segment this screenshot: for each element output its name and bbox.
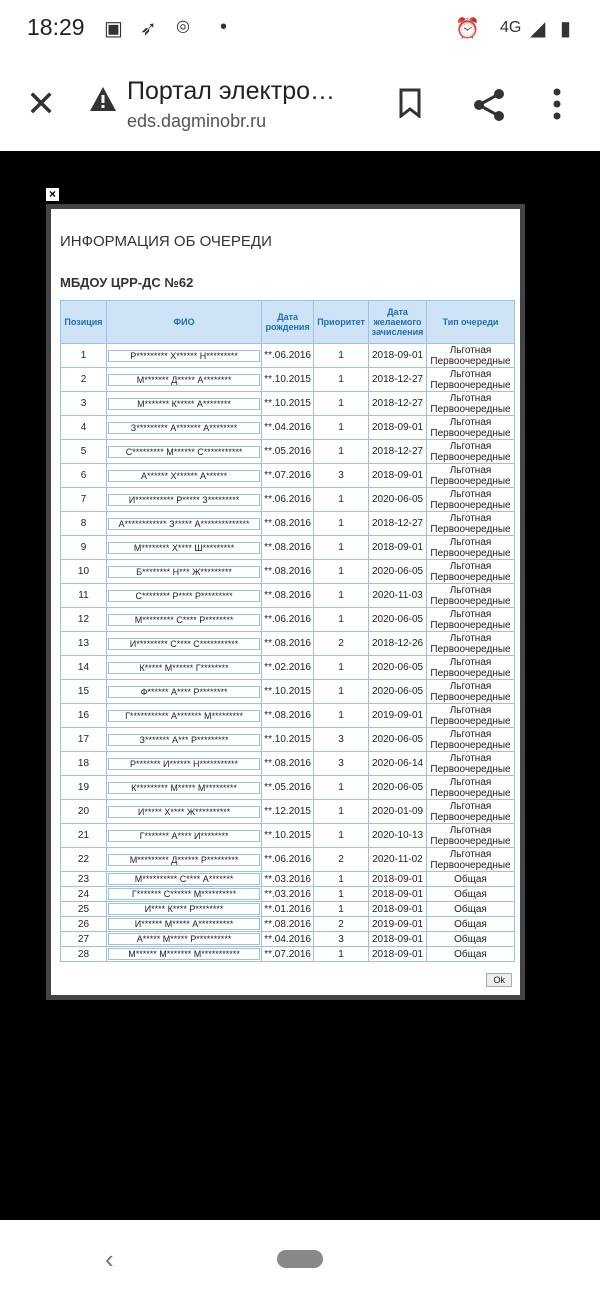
cell-birth: **.03.2016	[262, 887, 314, 902]
cell-birth: **.07.2016	[262, 947, 314, 962]
table-row	[61, 608, 515, 632]
fio-text: А****** Х****** А******	[108, 470, 260, 482]
table-row	[61, 848, 515, 872]
table-row	[61, 947, 515, 962]
cell-queue-type: Льготная Первоочередные	[427, 344, 515, 368]
cell-priority: 1	[314, 392, 369, 416]
fio-text: С******** Р**** Р*********	[108, 590, 260, 602]
image-icon: ▣	[104, 18, 123, 40]
cell-position: 12	[61, 608, 107, 632]
cell-birth: **.08.2016	[262, 560, 314, 584]
cell-position: 21	[61, 824, 107, 848]
cell-queue-type: Общая	[427, 917, 515, 932]
cell-queue-type: Общая	[427, 932, 515, 947]
cell-birth: **.04.2016	[262, 932, 314, 947]
queue-info-dialog	[46, 204, 525, 1000]
cell-birth: **.08.2016	[262, 536, 314, 560]
status-time: 18:29	[27, 14, 85, 40]
cell-desired-date: 2020-06-05	[369, 488, 427, 512]
cell-desired-date: 2018-12-26	[369, 632, 427, 656]
table-row	[61, 632, 515, 656]
table-row	[61, 440, 515, 464]
cell-priority: 1	[314, 947, 369, 962]
fio-text: И*********** Р***** З*********	[108, 494, 260, 506]
cell-priority: 1	[314, 368, 369, 392]
cell-queue-type: Льготная Первоочередные	[427, 392, 515, 416]
cell-priority: 3	[314, 464, 369, 488]
cell-position: 13	[61, 632, 107, 656]
fio-text: Г******* С****** М**********	[108, 888, 260, 900]
cell-queue-type: Льготная Первоочередные	[427, 512, 515, 536]
share-icon[interactable]	[472, 88, 506, 127]
cell-position: 10	[61, 560, 107, 584]
table-row	[61, 344, 515, 368]
cell-fio	[106, 932, 261, 947]
col-header-priority: Приоритет	[314, 301, 369, 344]
col-header-desired-date: Дата желаемого зачисления	[369, 301, 427, 344]
cell-position: 25	[61, 902, 107, 917]
cell-queue-type: Льготная Первоочередные	[427, 776, 515, 800]
fio-text: К***** М****** Г********	[108, 662, 260, 674]
cell-position: 19	[61, 776, 107, 800]
table-row	[61, 560, 515, 584]
cell-fio	[106, 902, 261, 917]
cell-priority: 2	[314, 917, 369, 932]
cell-queue-type: Льготная Первоочередные	[427, 752, 515, 776]
cell-birth: **.08.2016	[262, 752, 314, 776]
cell-desired-date: 2018-12-27	[369, 440, 427, 464]
cell-fio	[106, 392, 261, 416]
cell-fio	[106, 947, 261, 962]
cell-priority: 2	[314, 632, 369, 656]
cell-priority: 1	[314, 536, 369, 560]
page-title: Портал электро…	[127, 77, 336, 105]
table-row	[61, 512, 515, 536]
table-row	[61, 917, 515, 932]
cell-desired-date: 2018-12-27	[369, 368, 427, 392]
fio-text: Р********* Х****** Н*********	[108, 350, 260, 362]
fio-text: Г******* А**** И********	[108, 830, 260, 842]
cell-fio	[106, 704, 261, 728]
dot-icon: •	[220, 16, 228, 38]
shoe-icon: ➶	[140, 18, 157, 40]
cell-position: 2	[61, 368, 107, 392]
table-row	[61, 824, 515, 848]
fio-text: Б******** Н*** Ж*********	[108, 566, 260, 578]
cell-fio	[106, 344, 261, 368]
cell-fio	[106, 536, 261, 560]
cell-priority: 2	[314, 848, 369, 872]
cell-desired-date: 2018-09-01	[369, 872, 427, 887]
fio-text: М********* Д****** Р*********	[108, 854, 260, 866]
dialog-subtitle: МБДОУ ЦРР-ДС №62	[60, 275, 194, 290]
cell-priority: 1	[314, 440, 369, 464]
cell-queue-type: Льготная Первоочередные	[427, 584, 515, 608]
cell-desired-date: 2020-06-14	[369, 752, 427, 776]
cell-priority: 1	[314, 512, 369, 536]
cell-priority: 1	[314, 887, 369, 902]
cell-birth: **.03.2016	[262, 872, 314, 887]
fio-text: М****** М******* М***********	[108, 948, 260, 960]
table-row	[61, 932, 515, 947]
status-bar	[0, 0, 600, 58]
cell-birth: **.10.2015	[262, 392, 314, 416]
cell-birth: **.08.2016	[262, 632, 314, 656]
cell-priority: 3	[314, 728, 369, 752]
cell-birth: **.01.2016	[262, 902, 314, 917]
cell-position: 28	[61, 947, 107, 962]
table-row	[61, 536, 515, 560]
cell-queue-type: Общая	[427, 902, 515, 917]
cell-fio	[106, 752, 261, 776]
cell-priority: 1	[314, 584, 369, 608]
back-icon[interactable]: ‹	[105, 1244, 114, 1274]
network-label: 4G	[500, 19, 522, 36]
cell-position: 24	[61, 887, 107, 902]
cell-desired-date: 2019-09-01	[369, 917, 427, 932]
navigation-bar	[0, 1220, 600, 1298]
fio-text: А************ З***** А**************	[108, 518, 260, 530]
col-header-queue-type: Тип очереди	[427, 301, 515, 344]
cell-desired-date: 2018-09-01	[369, 536, 427, 560]
cell-desired-date: 2020-11-03	[369, 584, 427, 608]
bookmark-icon[interactable]	[398, 88, 422, 123]
cell-fio	[106, 368, 261, 392]
cell-desired-date: 2018-12-27	[369, 512, 427, 536]
cell-queue-type: Льготная Первоочередные	[427, 440, 515, 464]
cell-priority: 1	[314, 680, 369, 704]
fio-text: С********* М****** С***********	[108, 446, 260, 458]
cell-desired-date: 2018-12-27	[369, 392, 427, 416]
dialog-title: ИНФОРМАЦИЯ ОБ ОЧЕРЕДИ	[60, 233, 272, 250]
cell-priority: 1	[314, 416, 369, 440]
cell-position: 26	[61, 917, 107, 932]
table-row	[61, 800, 515, 824]
table-row	[61, 464, 515, 488]
cell-desired-date: 2018-09-01	[369, 932, 427, 947]
cell-fio	[106, 584, 261, 608]
cell-fio	[106, 488, 261, 512]
cell-birth: **.08.2016	[262, 704, 314, 728]
cell-priority: 3	[314, 932, 369, 947]
col-header-fio: ФИО	[106, 301, 261, 344]
cell-queue-type: Льготная Первоочередные	[427, 704, 515, 728]
cell-queue-type: Льготная Первоочередные	[427, 464, 515, 488]
cell-fio	[106, 872, 261, 887]
table-body	[61, 344, 515, 962]
cell-desired-date: 2019-09-01	[369, 704, 427, 728]
queue-table	[60, 300, 515, 962]
cell-fio	[106, 416, 261, 440]
cell-priority: 1	[314, 488, 369, 512]
ok-button[interactable]: Ok	[486, 973, 512, 987]
table-row	[61, 392, 515, 416]
alarm-icon: ⏰	[455, 18, 480, 40]
cell-fio	[106, 512, 261, 536]
cell-desired-date: 2018-09-01	[369, 344, 427, 368]
cell-position: 4	[61, 416, 107, 440]
cell-desired-date: 2020-06-05	[369, 776, 427, 800]
cell-fio	[106, 887, 261, 902]
cell-position: 22	[61, 848, 107, 872]
cell-birth: **.07.2016	[262, 464, 314, 488]
cell-birth: **.08.2016	[262, 512, 314, 536]
cell-desired-date: 2020-10-13	[369, 824, 427, 848]
cell-fio	[106, 776, 261, 800]
cell-priority: 1	[314, 872, 369, 887]
cell-fio	[106, 848, 261, 872]
signal-icon: ◢	[530, 18, 546, 40]
cell-desired-date: 2020-11-02	[369, 848, 427, 872]
cell-queue-type: Льготная Первоочередные	[427, 368, 515, 392]
cell-fio	[106, 560, 261, 584]
cell-queue-type: Общая	[427, 947, 515, 962]
page-url[interactable]: eds.dagminobr.ru	[127, 111, 267, 131]
cell-position: 6	[61, 464, 107, 488]
cell-desired-date: 2020-01-09	[369, 800, 427, 824]
cell-desired-date: 2020-06-05	[369, 680, 427, 704]
cell-fio	[106, 464, 261, 488]
cell-birth: **.10.2015	[262, 368, 314, 392]
cell-queue-type: Общая	[427, 872, 515, 887]
cell-position: 11	[61, 584, 107, 608]
close-icon[interactable]: ✕	[26, 83, 57, 124]
cell-desired-date: 2020-06-05	[369, 608, 427, 632]
cell-queue-type: Льготная Первоочередные	[427, 608, 515, 632]
cell-fio	[106, 824, 261, 848]
cell-birth: **.05.2016	[262, 776, 314, 800]
cell-queue-type: Льготная Первоочередные	[427, 656, 515, 680]
cell-priority: 3	[314, 752, 369, 776]
table-row	[61, 752, 515, 776]
cell-position: 20	[61, 800, 107, 824]
cell-queue-type: Льготная Первоочередные	[427, 728, 515, 752]
cell-birth: **.05.2016	[262, 440, 314, 464]
cell-priority: 1	[314, 608, 369, 632]
cell-desired-date: 2020-06-05	[369, 560, 427, 584]
cell-queue-type: Общая	[427, 887, 515, 902]
fio-text: И**** К**** Р********	[108, 903, 260, 915]
browser-toolbar	[0, 58, 600, 151]
cell-queue-type: Льготная Первоочередные	[427, 416, 515, 440]
table-row	[61, 902, 515, 917]
cell-birth: **.02.2016	[262, 656, 314, 680]
fio-text: М******* К***** А********	[108, 398, 260, 410]
table-row	[61, 728, 515, 752]
col-header-position: Позиция	[61, 301, 107, 344]
cell-fio	[106, 728, 261, 752]
cell-position: 15	[61, 680, 107, 704]
cell-position: 9	[61, 536, 107, 560]
table-row	[61, 656, 515, 680]
table-row	[61, 872, 515, 887]
fio-text: И****** М***** А**********	[108, 918, 260, 930]
cell-queue-type: Льготная Первоочередные	[427, 560, 515, 584]
fio-text: М********** С**** А*******	[108, 873, 260, 885]
cell-position: 16	[61, 704, 107, 728]
gosuslugi-icon: ◎	[176, 18, 190, 35]
fio-text: К********* М***** М*********	[108, 782, 260, 794]
cell-position: 14	[61, 656, 107, 680]
fio-text: З********* А******* А********	[108, 422, 260, 434]
fio-text: З******* А*** Р*********	[108, 734, 260, 746]
cell-queue-type: Льготная Первоочередные	[427, 824, 515, 848]
cell-queue-type: Льготная Первоочередные	[427, 488, 515, 512]
fio-text: И***** Х**** Ж**********	[108, 806, 260, 818]
cell-position: 18	[61, 752, 107, 776]
cell-birth: **.12.2015	[262, 800, 314, 824]
table-row	[61, 887, 515, 902]
cell-fio	[106, 917, 261, 932]
cell-queue-type: Льготная Первоочередные	[427, 632, 515, 656]
cell-fio	[106, 656, 261, 680]
table-row	[61, 368, 515, 392]
cell-priority: 1	[314, 776, 369, 800]
dialog-close-button[interactable]: ×	[45, 187, 60, 202]
cell-priority: 1	[314, 704, 369, 728]
home-pill-icon[interactable]	[277, 1250, 323, 1268]
cell-fio	[106, 608, 261, 632]
table-row	[61, 776, 515, 800]
cell-fio	[106, 800, 261, 824]
cell-position: 23	[61, 872, 107, 887]
cell-priority: 1	[314, 344, 369, 368]
cell-priority: 1	[314, 560, 369, 584]
cell-queue-type: Льготная Первоочередные	[427, 800, 515, 824]
cell-position: 3	[61, 392, 107, 416]
cell-birth: **.06.2016	[262, 488, 314, 512]
cell-position: 5	[61, 440, 107, 464]
cell-birth: **.10.2015	[262, 728, 314, 752]
cell-priority: 1	[314, 902, 369, 917]
cell-fio	[106, 632, 261, 656]
fio-text: Р******* И****** Н***********	[108, 758, 260, 770]
cell-birth: **.08.2016	[262, 584, 314, 608]
fio-text: А***** М***** Р**********	[108, 933, 260, 945]
cell-birth: **.06.2016	[262, 608, 314, 632]
cell-priority: 1	[314, 656, 369, 680]
more-menu-icon[interactable]	[552, 88, 562, 125]
fio-text: Ф****** А**** Р********	[108, 686, 260, 698]
table-row	[61, 704, 515, 728]
cell-birth: **.08.2016	[262, 917, 314, 932]
table-row	[61, 416, 515, 440]
cell-position: 8	[61, 512, 107, 536]
cell-queue-type: Льготная Первоочередные	[427, 680, 515, 704]
cell-position: 7	[61, 488, 107, 512]
cell-desired-date: 2018-09-01	[369, 464, 427, 488]
cell-birth: **.06.2016	[262, 344, 314, 368]
cell-birth: **.10.2015	[262, 824, 314, 848]
cell-queue-type: Льготная Первоочередные	[427, 848, 515, 872]
cell-priority: 1	[314, 824, 369, 848]
cell-desired-date: 2020-06-05	[369, 728, 427, 752]
fio-text: М******** Х**** Ш*********	[108, 542, 260, 554]
fio-text: М********* С**** Р********	[108, 614, 260, 626]
cell-desired-date: 2018-09-01	[369, 887, 427, 902]
battery-icon: ▮	[560, 18, 572, 40]
cell-desired-date: 2018-09-01	[369, 902, 427, 917]
cell-birth: **.06.2016	[262, 848, 314, 872]
cell-birth: **.10.2015	[262, 680, 314, 704]
cell-desired-date: 2020-06-05	[369, 656, 427, 680]
fio-text: И********* С**** С***********	[108, 638, 260, 650]
cell-priority: 1	[314, 800, 369, 824]
cell-fio	[106, 680, 261, 704]
cell-queue-type: Льготная Первоочередные	[427, 536, 515, 560]
table-row	[61, 680, 515, 704]
cell-position: 1	[61, 344, 107, 368]
cell-birth: **.04.2016	[262, 416, 314, 440]
cell-desired-date: 2018-09-01	[369, 947, 427, 962]
cell-fio	[106, 440, 261, 464]
fio-text: М******* Д***** А********	[108, 374, 260, 386]
cell-desired-date: 2018-09-01	[369, 416, 427, 440]
col-header-birth: Дата рождения	[262, 301, 314, 344]
cell-position: 17	[61, 728, 107, 752]
warning-icon[interactable]	[89, 86, 117, 117]
fio-text: Г*********** А******* М*********	[108, 710, 260, 722]
cell-position: 27	[61, 932, 107, 947]
table-row	[61, 488, 515, 512]
table-header-row	[61, 301, 515, 344]
table-row	[61, 584, 515, 608]
